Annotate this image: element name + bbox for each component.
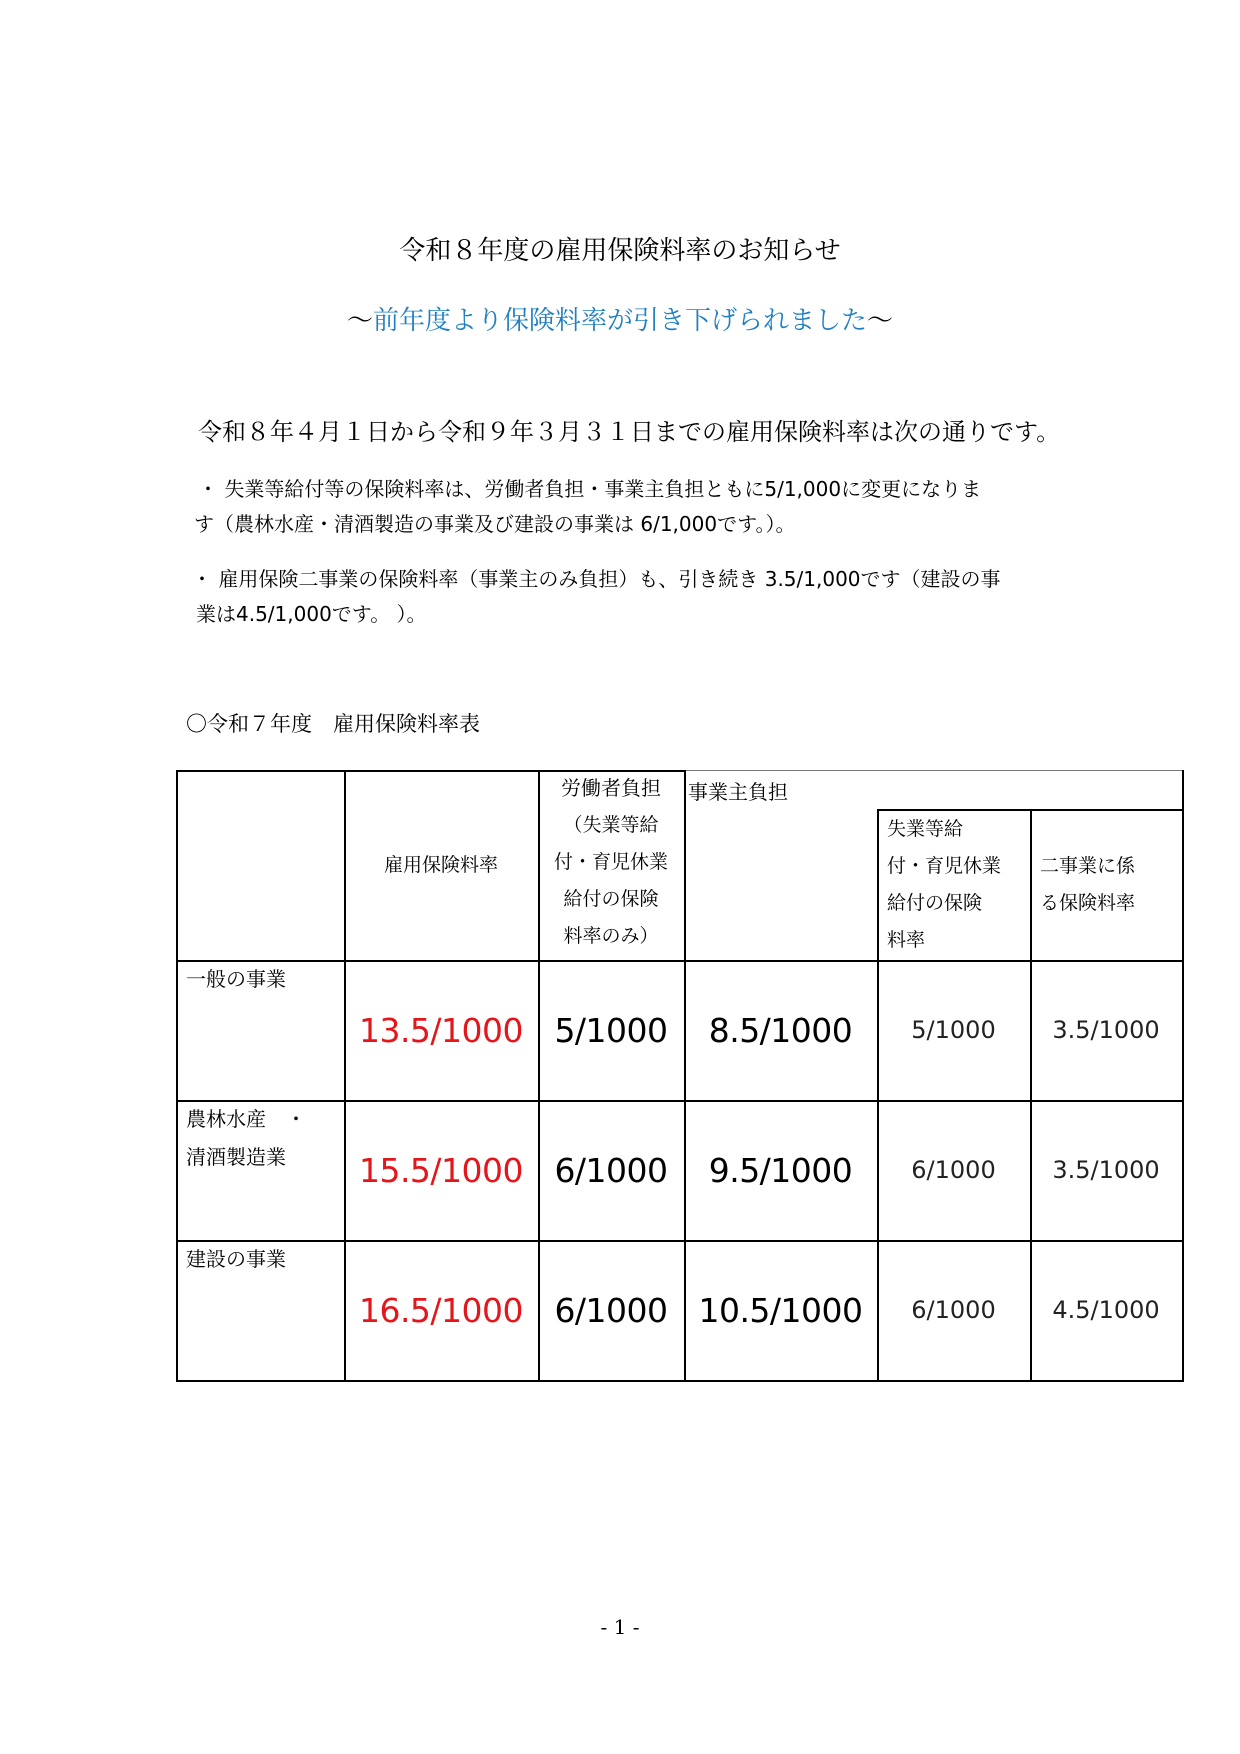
row-3-employer: 10.5/1000	[698, 1290, 863, 1330]
header-worker-note-2: 付・育児休業	[553, 851, 668, 873]
row-1-rate: 13.5/1000	[358, 1010, 524, 1050]
row-1-label	[176, 960, 344, 1100]
page-number: - 1 -	[600, 1615, 640, 1639]
row-2-unemployment: 6/1000	[911, 1156, 996, 1184]
row-1-unemployment: 5/1000	[911, 1016, 996, 1044]
header-worker-note-1: （失業等給	[563, 814, 659, 836]
row-2-label-line-2: 清酒製造業	[186, 1145, 286, 1169]
table-caption: 〇令和７年度 雇用保険料率表	[186, 712, 480, 736]
row-3-rate: 16.5/1000	[358, 1290, 524, 1330]
header-unemp-2: 付・育児休業	[887, 855, 1002, 877]
header-employer: 事業主負担	[688, 779, 788, 804]
table-border-right	[1182, 770, 1184, 1380]
header-unemp-1: 失業等給	[887, 818, 964, 840]
row-3-two-projects: 4.5/1000	[1052, 1296, 1160, 1324]
bullet-1-line-1: ・ 失業等給付等の保険料率は、労働者負担・事業主負担ともに5/1,000に変更になりま	[198, 477, 982, 501]
row-3-worker: 6/1000	[554, 1290, 668, 1330]
header-worker-title: 労働者負担	[561, 776, 661, 800]
bullet-2-line-1: ・ 雇用保険二事業の保険料率（事業主のみ負担）も、引き続き 3.5/1,000です（建設の事	[192, 567, 1001, 591]
header-unemp-3: 給付の保険	[887, 892, 983, 914]
document-title: 令和８年度の雇用保険料率のお知らせ	[399, 236, 841, 266]
header-worker-note-4: 料率のみ）	[563, 925, 659, 947]
row-2-label-line-1: 農林水産 ・	[186, 1107, 306, 1131]
document-subtitle	[0, 300, 1240, 337]
table-border-bottom	[176, 1380, 1184, 1382]
bullet-1-line-2: す（農林水産・清酒製造の事業及び建設の事業は 6/1,000です。）。	[194, 512, 796, 536]
table-border-top-right	[684, 770, 1184, 771]
header-two-2: る保険料率	[1040, 892, 1136, 914]
header-rate: 雇用保険料率	[383, 853, 498, 876]
subtitle-highlight: 前年度より保険料率が引き下げられました	[372, 306, 867, 336]
row-1-label-line-1: 一般の事業	[186, 967, 286, 991]
row-2-label	[176, 1100, 344, 1240]
row-1-employer: 8.5/1000	[708, 1010, 853, 1050]
header-unemp-4: 料率	[887, 929, 926, 951]
row-2-rate: 15.5/1000	[358, 1150, 524, 1190]
subtitle-prefix: ～	[346, 306, 373, 336]
row-1-two-projects: 3.5/1000	[1052, 1016, 1160, 1044]
row-2-employer: 9.5/1000	[708, 1150, 853, 1190]
header-employer-two-projects	[1030, 810, 1182, 960]
row-3-unemployment: 6/1000	[911, 1296, 996, 1324]
rate-table	[176, 770, 1184, 1370]
header-employer-unemployment	[877, 810, 1030, 960]
row-2-two-projects: 3.5/1000	[1052, 1156, 1160, 1184]
header-worker-note-3: 給付の保険	[563, 888, 659, 910]
header-worker	[538, 770, 684, 960]
row-3-label-line-1: 建設の事業	[186, 1247, 286, 1271]
lead-text: 令和８年４月１日から令和９年３月３１日までの雇用保険料率は次の通りです。	[198, 418, 1061, 446]
row-1-worker: 5/1000	[554, 1010, 668, 1050]
header-two-1: 二事業に係	[1040, 855, 1136, 877]
row-2-worker: 6/1000	[554, 1150, 668, 1190]
bullet-2-line-2: 業は4.5/1,000です。 ）。	[196, 602, 427, 626]
subtitle-suffix: ～	[867, 306, 894, 336]
row-3-label	[176, 1240, 344, 1380]
